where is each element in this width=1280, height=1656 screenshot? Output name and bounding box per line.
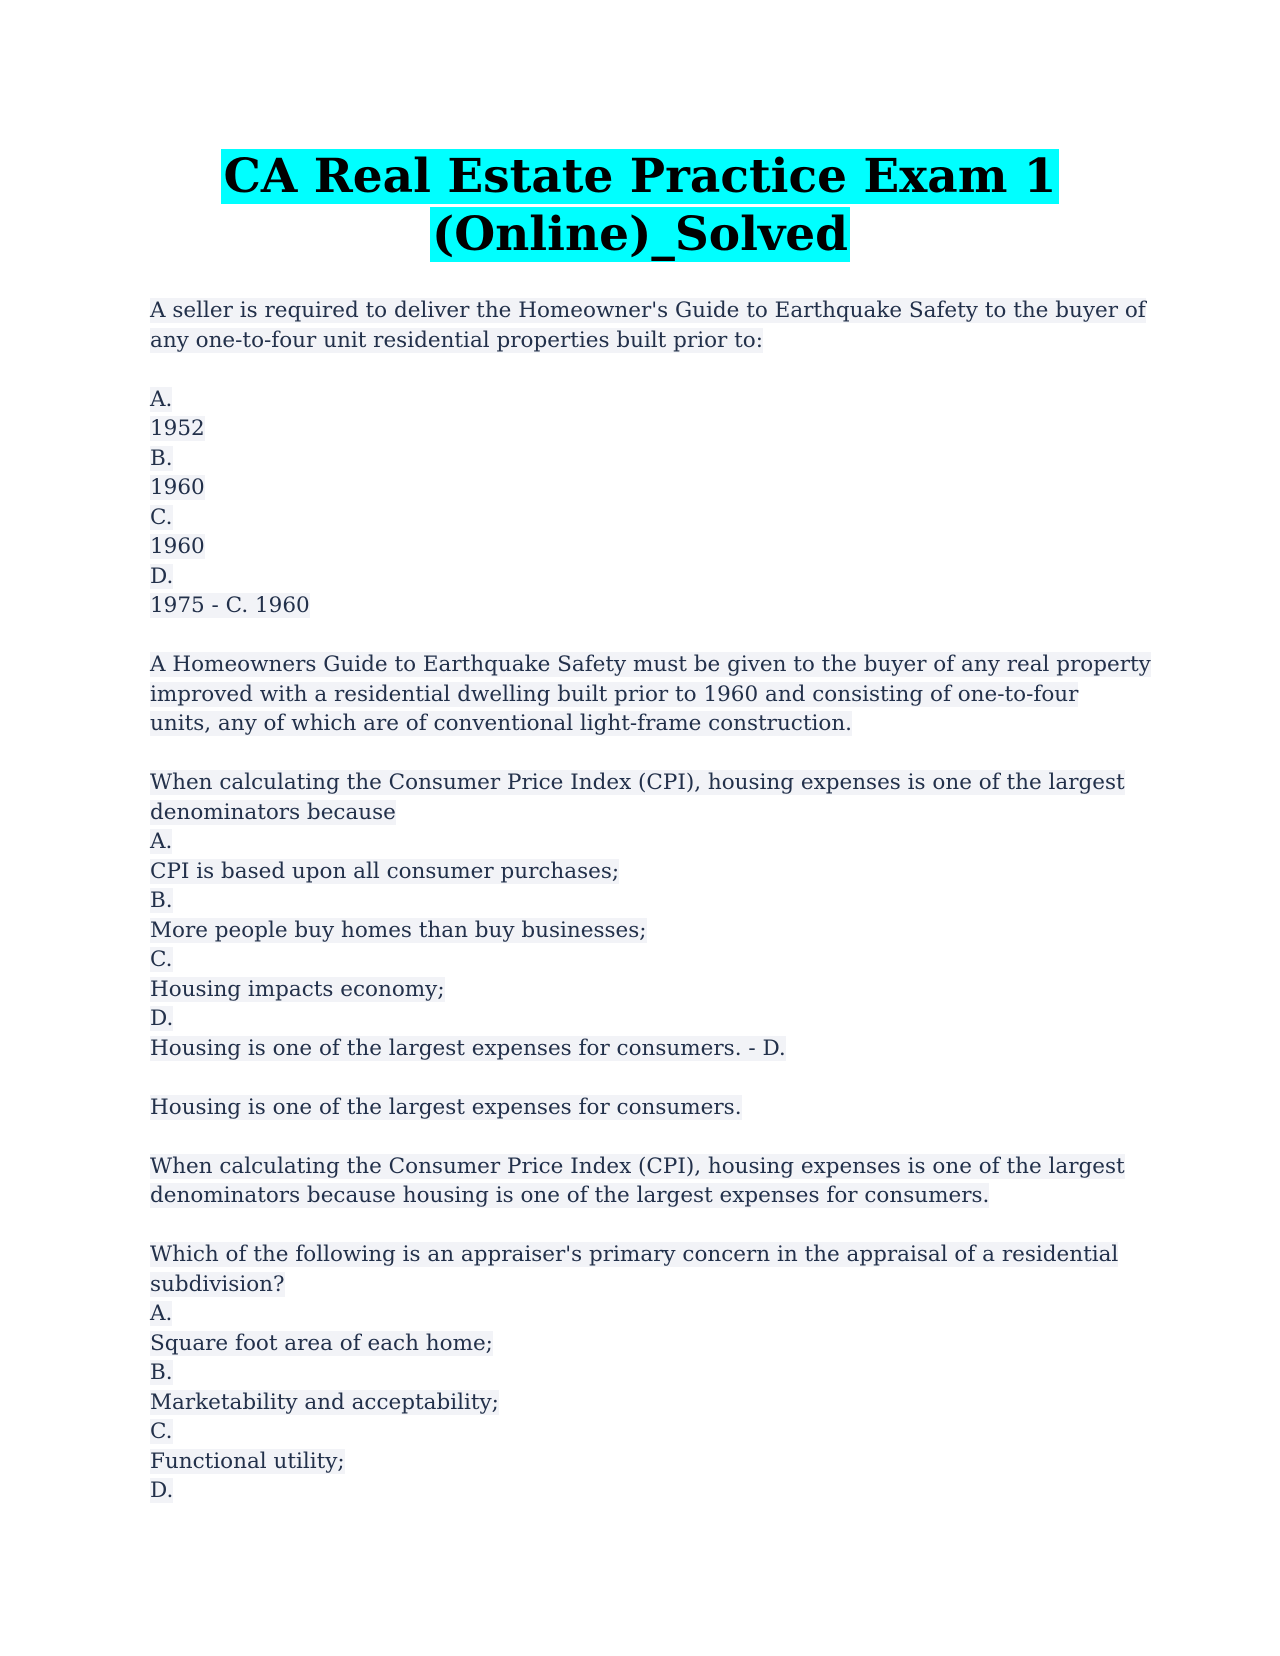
- text-line: [150, 532, 1130, 562]
- line-text: D.: [150, 563, 174, 589]
- line-text: More people buy homes than buy businesses;: [150, 917, 647, 943]
- line-text: B.: [150, 445, 173, 471]
- paragraph-spacer: [150, 1211, 1130, 1241]
- line-text: Which of the following is an appraiser's primary concern in the appraisal of a residential: [150, 1242, 1119, 1267]
- text-paragraph: [150, 1093, 1130, 1123]
- line-text: Housing is one of the largest expenses for consumers.: [150, 1094, 742, 1120]
- text-line: [150, 385, 1130, 415]
- text-paragraph: [150, 768, 1130, 1063]
- text-line: [150, 473, 1130, 503]
- text-line: [150, 916, 1130, 946]
- line-text: When calculating the Consumer Price Index (CPI), housing expenses is one of the largest: [150, 1153, 1125, 1179]
- line-text: any one-to-four unit residential properties built prior to:: [150, 327, 763, 353]
- text-line: [150, 1299, 1130, 1329]
- text-line: [150, 945, 1130, 975]
- line-text: subdivision?: [150, 1271, 285, 1297]
- line-text: D.: [150, 1478, 174, 1503]
- line-text: improved with a residential dwelling built prior to 1960 and consisting of one-to-four: [150, 681, 1079, 707]
- title-line-2: (Online)_Solved: [431, 207, 849, 262]
- line-text: 1975 - C. 1960: [150, 593, 310, 618]
- line-text: denominators because: [150, 799, 396, 825]
- line-text: C.: [150, 1419, 173, 1444]
- text-paragraph: [150, 296, 1146, 355]
- text-line: [150, 857, 1130, 887]
- text-line: [150, 1004, 1130, 1034]
- paragraph-spacer: [150, 739, 1130, 769]
- text-paragraph: [150, 1240, 1130, 1506]
- line-text: A.: [150, 829, 173, 854]
- text-line: [150, 1093, 1130, 1123]
- text-line: [150, 798, 1130, 828]
- text-line: [150, 1329, 1130, 1359]
- line-text: C.: [150, 504, 173, 530]
- text-line: [150, 1270, 1130, 1300]
- line-text: 1960: [150, 534, 205, 559]
- text-line: [150, 503, 1130, 533]
- paragraph-spacer: [150, 1122, 1130, 1152]
- document-body: [150, 296, 1151, 1506]
- line-text: units, any of which are of conventional light-frame construction.: [150, 711, 852, 736]
- text-line: [150, 1447, 1130, 1477]
- line-text: B.: [150, 888, 173, 913]
- line-text: Square foot area of each home;: [150, 1330, 493, 1356]
- text-line: [150, 650, 1151, 680]
- paragraph-spacer: [150, 355, 1130, 385]
- text-line: [150, 1417, 1130, 1447]
- text-paragraph: [150, 1152, 1130, 1211]
- text-line: [150, 680, 1130, 710]
- text-line: [150, 975, 1130, 1005]
- line-text: Marketability and acceptability;: [150, 1389, 499, 1415]
- line-text: Housing impacts economy;: [150, 976, 445, 1002]
- text-line: [150, 1240, 1130, 1270]
- line-text: A.: [150, 1301, 173, 1326]
- text-line: [150, 562, 1130, 592]
- text-line: [150, 444, 1130, 474]
- line-text: C.: [150, 947, 173, 972]
- line-text: A.: [150, 386, 173, 412]
- text-line: [150, 1034, 1130, 1064]
- line-text: Housing is one of the largest expenses for consumers. - D.: [150, 1035, 786, 1061]
- line-text: CPI is based upon all consumer purchases;: [150, 858, 620, 884]
- text-line: [150, 326, 1130, 356]
- text-paragraph: [150, 650, 1151, 739]
- text-line: [150, 414, 1130, 444]
- line-text: denominators because housing is one of the largest expenses for consumers.: [150, 1183, 990, 1208]
- line-text: B.: [150, 1360, 173, 1385]
- document-title: [0, 148, 1280, 264]
- text-line: [150, 827, 1130, 857]
- text-line: [150, 709, 1130, 739]
- line-text: A Homeowners Guide to Earthquake Safety must be given to the buyer of any real property: [150, 652, 1151, 677]
- text-line: [150, 768, 1130, 798]
- text-line: [150, 1476, 1130, 1506]
- paragraph-spacer: [150, 621, 1130, 651]
- line-text: Functional utility;: [150, 1448, 345, 1474]
- line-text: D.: [150, 1006, 174, 1031]
- text-line: [150, 591, 1130, 621]
- text-line: [150, 1388, 1130, 1418]
- line-text: 1960: [150, 475, 205, 500]
- text-line: [150, 1358, 1130, 1388]
- line-text: A seller is required to deliver the Homeowner's Guide to Earthquake Safety to the buyer of: [150, 298, 1146, 323]
- text-line: [150, 1181, 1130, 1211]
- text-paragraph: [150, 385, 1130, 621]
- text-line: [150, 886, 1130, 916]
- line-text: When calculating the Consumer Price Index (CPI), housing expenses is one of the largest: [150, 770, 1125, 795]
- line-text: 1952: [150, 416, 205, 441]
- title-line-1: CA Real Estate Practice Exam 1: [223, 149, 1057, 204]
- text-line: [150, 1152, 1130, 1182]
- text-line: [150, 296, 1146, 326]
- paragraph-spacer: [150, 1063, 1130, 1093]
